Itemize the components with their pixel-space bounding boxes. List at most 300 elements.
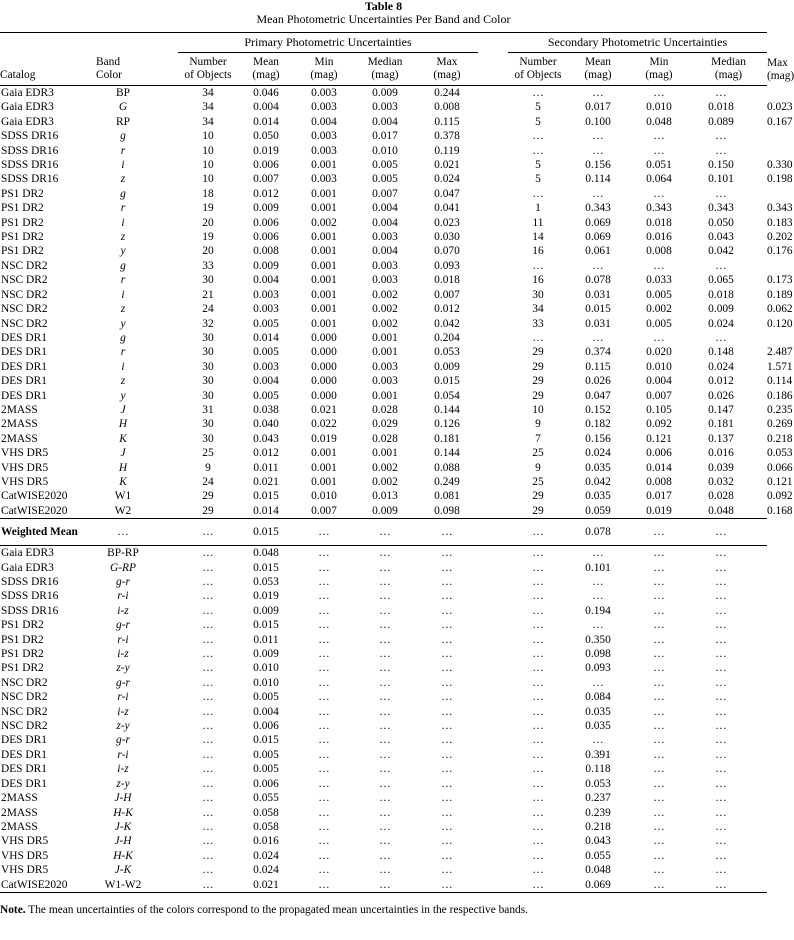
cell-group-tail — [690, 187, 767, 201]
spacer — [150, 273, 178, 287]
cell-8: 0.017 — [585, 101, 611, 114]
cell-0: VHS DR5 — [1, 447, 49, 460]
spacer — [478, 201, 508, 215]
cell-5: 0.001 — [372, 346, 398, 359]
cell-7: … — [532, 590, 544, 603]
min-header: Min (mag) — [310, 56, 338, 81]
cell-0: PS1 DR2 — [1, 662, 44, 675]
cell-9: … — [653, 777, 665, 790]
cell-6: 0.042 — [434, 317, 460, 330]
cell-7: … — [532, 820, 544, 833]
cell-1: i-z — [117, 648, 129, 661]
cell-0: VHS DR5 — [1, 849, 49, 862]
cell-8: … — [592, 331, 604, 344]
wm-median2: … — [715, 526, 727, 539]
cell-2: 30 — [202, 274, 214, 287]
spacer — [478, 374, 508, 388]
cell-7: … — [532, 792, 544, 805]
cell-6: … — [441, 777, 453, 790]
cell-1: g — [120, 331, 126, 344]
color-row — [0, 676, 767, 690]
cell-6: 0.007 — [434, 288, 460, 301]
cell-median2: 0.018 — [708, 101, 734, 114]
cell-6: 0.181 — [434, 432, 460, 445]
cell-4: … — [318, 792, 330, 805]
cell-median2: 0.148 — [708, 346, 734, 359]
spacer — [478, 144, 508, 158]
cell-8: 0.101 — [585, 561, 611, 574]
spacer — [150, 618, 178, 632]
cell-median2: 0.039 — [708, 461, 734, 474]
cell-8: … — [592, 187, 604, 200]
cell-4: … — [318, 806, 330, 819]
cell-3: 0.012 — [253, 447, 279, 460]
cell-4: 0.001 — [311, 447, 337, 460]
cell-group-tail — [690, 446, 767, 460]
cell-0: NSC DR2 — [1, 720, 48, 733]
cell-1: r-i — [117, 691, 129, 704]
cell-0: SDSS DR16 — [1, 173, 59, 186]
cell-3: 0.038 — [253, 403, 279, 416]
cell-9: 0.018 — [646, 216, 672, 229]
wm-cell-3: 0.015 — [238, 519, 294, 546]
color-row — [0, 618, 767, 632]
cell-8: 0.343 — [585, 202, 611, 215]
cell-5: 0.002 — [372, 461, 398, 474]
cell-5: 0.002 — [372, 317, 398, 330]
cell-7: 29 — [532, 504, 544, 517]
cell-0: NSC DR2 — [1, 676, 48, 689]
cell-group-tail — [690, 647, 767, 661]
cell-5: … — [379, 691, 391, 704]
sec-min-header: Min (mag) — [645, 56, 673, 81]
cell-1: i-z — [117, 604, 129, 617]
cell-median2: 0.150 — [708, 159, 734, 172]
cell-2: … — [202, 633, 214, 646]
wm-cell-8: 0.078 — [568, 519, 628, 546]
cell-group-tail — [690, 705, 767, 719]
cell-group-tail — [690, 489, 767, 503]
cell-1: g-r — [116, 619, 130, 632]
cell-8: 0.194 — [585, 604, 611, 617]
color-row — [0, 589, 767, 603]
spacer — [478, 259, 508, 273]
cell-median2: 0.028 — [708, 490, 734, 503]
cell-7: … — [532, 676, 544, 689]
spacer — [150, 561, 178, 575]
cell-9: … — [653, 259, 665, 272]
cell-5: … — [379, 633, 391, 646]
spacer — [478, 461, 508, 475]
spacer — [478, 360, 508, 374]
cell-median2: … — [715, 705, 727, 718]
spacer — [478, 604, 508, 618]
cell-9: … — [653, 878, 665, 891]
table-note — [0, 904, 767, 916]
cell-8: 0.059 — [585, 504, 611, 517]
cell-1: i — [121, 360, 125, 373]
spacer — [150, 762, 178, 776]
cell-1: W2 — [114, 504, 132, 517]
spacer — [150, 389, 178, 403]
cell-9: … — [653, 144, 665, 157]
cell-7: 10 — [532, 403, 544, 416]
band-row: SDSS DR16 i 10 0.006 0.001 0.005 0.021 5 0.156 0.051 0.150 0.330 — [1, 159, 793, 172]
cell-9: … — [653, 792, 665, 805]
cell-7: … — [532, 734, 544, 747]
cell-6: … — [441, 576, 453, 588]
cell-1: BP — [116, 87, 130, 99]
spacer — [150, 748, 178, 762]
cell-5: 0.013 — [372, 490, 398, 503]
spacer — [478, 288, 508, 302]
cell-5: 0.003 — [372, 360, 398, 373]
cell-3: 0.004 — [253, 705, 279, 718]
cell-7: 16 — [532, 274, 544, 287]
cell-8: 0.069 — [585, 231, 611, 244]
cell-group-tail — [690, 618, 767, 632]
cell-5: 0.001 — [372, 331, 398, 344]
cell-7: … — [532, 806, 544, 819]
spacer — [150, 345, 178, 359]
cell-3: 0.011 — [253, 461, 279, 474]
cell-7: 5 — [535, 173, 541, 186]
cell-1: J-K — [114, 864, 132, 877]
spacer — [478, 820, 508, 834]
cell-8: 0.035 — [585, 720, 611, 733]
spacer — [150, 690, 178, 704]
cell-5: … — [379, 792, 391, 805]
cell-5: … — [379, 720, 391, 733]
cell-6: 0.249 — [434, 475, 460, 488]
cell-0: CatWISE2020 — [1, 490, 68, 503]
cell-9: 0.004 — [646, 375, 672, 388]
cell-3: 0.019 — [253, 144, 279, 157]
cell-3: 0.005 — [253, 763, 279, 776]
band-row — [0, 331, 767, 345]
cell-3: 0.004 — [253, 101, 279, 114]
cell-6: 0.053 — [434, 346, 460, 359]
cell-group-tail — [690, 604, 767, 618]
spacer — [478, 216, 508, 230]
cell-7: … — [532, 561, 544, 574]
band-row: 2MASS H 30 0.040 0.022 0.029 0.126 9 0.182 0.092 0.181 0.269 — [1, 418, 793, 431]
cell-0: DES DR1 — [1, 748, 47, 761]
cell-2: … — [202, 561, 214, 574]
spacer — [478, 748, 508, 762]
cell-0: SDSS DR16 — [1, 590, 59, 603]
spacer — [478, 403, 508, 417]
color-row — [0, 834, 767, 848]
cell-7: 25 — [532, 475, 544, 488]
cell-group-tail — [690, 849, 767, 863]
cell-7: … — [532, 777, 544, 790]
cell-median2: 0.181 — [708, 418, 734, 431]
band-row: CatWISE2020 W2 29 0.014 0.007 0.009 0.098 29 0.059 0.019 0.048 0.168 — [1, 504, 793, 517]
cell-4: 0.010 — [311, 490, 337, 503]
spacer — [150, 331, 178, 345]
cell-group-tail — [690, 461, 767, 475]
cell-median2: 0.048 — [708, 504, 734, 517]
cell-0: DES DR1 — [1, 331, 47, 344]
cell-5: 0.003 — [372, 231, 398, 244]
cell-7: 5 — [535, 101, 541, 114]
cell-7: 34 — [532, 303, 544, 316]
cell-3: 0.006 — [253, 231, 279, 244]
spacer — [150, 374, 178, 388]
band-row — [0, 144, 767, 158]
spacer — [478, 504, 508, 519]
cell-5: 0.028 — [372, 403, 398, 416]
cell-7: … — [532, 835, 544, 848]
cell-0: DES DR1 — [1, 763, 47, 776]
spacer — [150, 849, 178, 863]
cell-median2: 0.018 — [708, 288, 734, 301]
cell-3: 0.050 — [253, 130, 279, 143]
cell-8: 0.391 — [585, 748, 611, 761]
cell-0: DES DR1 — [1, 389, 47, 402]
cell-9: 0.121 — [646, 432, 672, 445]
cell-0: Gaia EDR3 — [1, 547, 54, 560]
cell-group-tail — [690, 389, 767, 403]
cell-6: … — [441, 633, 453, 646]
cell-group-tail — [690, 172, 767, 186]
spacer — [478, 417, 508, 431]
cell-0: 2MASS — [1, 418, 38, 431]
cell-9: … — [653, 720, 665, 733]
cell-2: 34 — [202, 115, 214, 128]
cell-median2: … — [715, 144, 727, 157]
cell-2: 10 — [202, 130, 214, 143]
cell-1: J — [120, 403, 126, 416]
cell-3: 0.021 — [253, 475, 279, 488]
cell-5: 0.004 — [372, 216, 398, 229]
color-row — [0, 633, 767, 647]
cell-0: DES DR1 — [1, 734, 47, 747]
cell-group-tail — [690, 86, 767, 100]
cell-8: 0.035 — [585, 705, 611, 718]
cell-group-tail — [690, 762, 767, 776]
cell-2: 33 — [202, 259, 214, 272]
cell-0: NSC DR2 — [1, 259, 48, 272]
cell-7: … — [532, 705, 544, 718]
cell-9: … — [653, 604, 665, 617]
cell-7: … — [532, 331, 544, 344]
cell-6: … — [441, 734, 453, 747]
cell-0: 2MASS — [1, 403, 38, 416]
cell-4: … — [318, 835, 330, 848]
cell-9: 0.017 — [646, 490, 672, 503]
cell-group-tail — [690, 834, 767, 848]
cell-8: … — [592, 576, 604, 588]
band-row: PS1 DR2 z 19 0.006 0.001 0.003 0.030 14 0.069 0.016 0.043 0.202 — [1, 231, 793, 244]
cell-6: 0.144 — [434, 447, 460, 460]
cell-9: … — [653, 576, 665, 588]
cell-5: 0.003 — [372, 375, 398, 388]
band-row: VHS DR5 H 9 0.011 0.001 0.002 0.088 9 0.035 0.014 0.039 0.066 — [1, 461, 793, 474]
cell-8: 0.078 — [585, 274, 611, 287]
spacer — [150, 115, 178, 129]
cell-5: … — [379, 547, 391, 560]
cell-group-tail — [690, 633, 767, 647]
cell-3: 0.005 — [253, 389, 279, 402]
cell-group-tail — [690, 244, 767, 258]
cell-6: 0.047 — [434, 187, 460, 200]
cell-7: 16 — [532, 245, 544, 258]
cell-4: … — [318, 648, 330, 661]
cell-7: … — [532, 691, 544, 704]
cell-median2: … — [715, 561, 727, 574]
cell-0: VHS DR5 — [1, 864, 49, 877]
spacer — [478, 172, 508, 186]
cell-9: 0.019 — [646, 504, 672, 517]
spacer — [150, 187, 178, 201]
cell-median2: 0.009 — [708, 303, 734, 316]
color-row — [0, 604, 767, 618]
spacer — [150, 791, 178, 805]
cell-3: 0.043 — [253, 432, 279, 445]
cell-6: 0.008 — [434, 101, 460, 114]
cell-9: 0.010 — [646, 101, 672, 114]
wm-cell-4: … — [294, 519, 354, 546]
cell-5: … — [379, 820, 391, 833]
cell-group-tail — [690, 100, 767, 114]
wm-cell-7: … — [508, 519, 568, 546]
cell-4: … — [318, 561, 330, 574]
cell-0: PS1 DR2 — [1, 187, 44, 200]
cell-2: … — [202, 849, 214, 862]
cell-5: … — [379, 648, 391, 661]
cell-3: 0.003 — [253, 288, 279, 301]
cell-7: 29 — [532, 346, 544, 359]
cell-6: 0.244 — [434, 87, 460, 99]
cell-6: … — [441, 878, 453, 891]
cell-8: 0.031 — [585, 288, 611, 301]
band-row: NSC DR2 z 24 0.003 0.001 0.002 0.012 34 0.015 0.002 0.009 0.062 — [1, 303, 793, 316]
cell-1: r-i — [117, 590, 129, 603]
band-row: SDSS DR16 z 10 0.007 0.003 0.005 0.024 5 0.114 0.064 0.101 0.198 — [1, 173, 793, 186]
cell-6: 0.023 — [434, 216, 460, 229]
cell-4: 0.001 — [311, 245, 337, 258]
cell-group-tail — [690, 129, 767, 143]
cell-8: 0.069 — [585, 216, 611, 229]
cell-6: 0.012 — [434, 303, 460, 316]
cell-2: … — [202, 604, 214, 617]
cell-5: … — [379, 561, 391, 574]
cell-3: 0.019 — [253, 590, 279, 603]
cell-3: 0.010 — [253, 662, 279, 675]
band-row: DES DR1 z 30 0.004 0.000 0.003 0.015 29 0.026 0.004 0.012 0.114 — [1, 375, 793, 388]
cell-3: 0.015 — [253, 734, 279, 747]
cell-8: 0.350 — [585, 633, 611, 646]
cell-2: … — [202, 547, 214, 560]
cell-median2: … — [715, 547, 727, 560]
cell-0: NSC DR2 — [1, 288, 48, 301]
spacer — [478, 100, 508, 114]
spacer — [478, 187, 508, 201]
cell-0: VHS DR5 — [1, 835, 49, 848]
spacer — [150, 158, 178, 172]
sec-num-objects-header: Number of Objects — [514, 56, 562, 81]
band-row — [0, 259, 767, 273]
cell-1: J — [120, 447, 126, 460]
cell-4: … — [318, 720, 330, 733]
cell-5: 0.003 — [372, 101, 398, 114]
color-row — [0, 762, 767, 776]
cell-5: 0.004 — [372, 115, 398, 128]
cell-5: … — [379, 806, 391, 819]
cell-3: 0.003 — [253, 303, 279, 316]
cell-4: … — [318, 864, 330, 877]
cell-median2: … — [715, 619, 727, 632]
cell-8: … — [592, 734, 604, 747]
cell-2: 24 — [202, 303, 214, 316]
cell-median2: … — [715, 748, 727, 761]
cell-5: … — [379, 777, 391, 790]
cell-1: BP-RP — [107, 547, 139, 560]
wm-cell-2: … — [178, 519, 238, 546]
cell-4: 0.001 — [311, 202, 337, 215]
cell-group-tail — [690, 561, 767, 575]
cell-3: 0.040 — [253, 418, 279, 431]
cell-2: 10 — [202, 144, 214, 157]
cell-median2: … — [715, 187, 727, 200]
sec-median-header: Median (mag) — [711, 56, 746, 81]
spacer — [478, 561, 508, 575]
cell-4: 0.000 — [311, 375, 337, 388]
color-row — [0, 661, 767, 675]
cell-1: r — [120, 144, 126, 157]
cell-7: … — [532, 648, 544, 661]
spacer — [478, 129, 508, 143]
spacer — [478, 690, 508, 704]
spacer — [478, 661, 508, 675]
band-row — [0, 129, 767, 143]
cell-2: … — [202, 648, 214, 661]
cell-0: 2MASS — [1, 806, 38, 819]
cell-8: … — [592, 259, 604, 272]
cell-4: … — [318, 619, 330, 632]
spacer — [150, 647, 178, 661]
cell-2: 30 — [202, 331, 214, 344]
cell-4: … — [318, 849, 330, 862]
cell-8: 0.031 — [585, 317, 611, 330]
cell-2: 10 — [202, 173, 214, 186]
spacer — [478, 676, 508, 690]
cell-9: 0.016 — [646, 231, 672, 244]
cell-1: g — [120, 259, 126, 272]
cell-7: 29 — [532, 360, 544, 373]
cell-5: 0.004 — [372, 202, 398, 215]
cell-3: 0.014 — [253, 504, 279, 517]
cell-8: 0.047 — [585, 389, 611, 402]
cell-1: H — [118, 418, 128, 431]
cell-group-tail — [690, 317, 767, 331]
cell-6: … — [441, 748, 453, 761]
cell-7: … — [532, 87, 544, 99]
cell-0: Gaia EDR3 — [1, 87, 54, 99]
cell-4: … — [318, 748, 330, 761]
cell-5: 0.004 — [372, 245, 398, 258]
spacer — [478, 244, 508, 258]
spacer — [478, 878, 508, 893]
secondary-group-header: Secondary Photometric Uncertainties — [508, 33, 767, 53]
cell-1: r — [120, 202, 126, 215]
catalog-header: Catalog — [0, 69, 36, 81]
cell-2: … — [202, 590, 214, 603]
spacer — [150, 417, 178, 431]
band-rows — [0, 86, 793, 519]
